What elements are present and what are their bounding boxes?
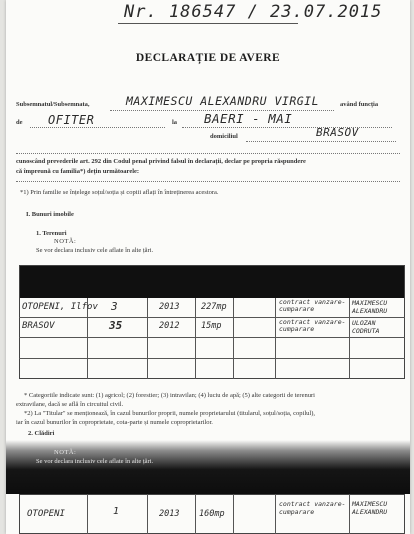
- buildings-table: [19, 494, 405, 534]
- position-dotline: [30, 127, 165, 128]
- nota-text-1: Se vor declara inclusiv cele aflate în alte țări.: [36, 247, 154, 254]
- land-row1-area: 227mp: [201, 302, 227, 312]
- registration-number: Nr. 186547 / 23.07.2015: [124, 2, 383, 22]
- categories-footnote-1: * Categoriile indicate sunt: (1) agricol; (2) forestier; (3) intravilan; (4) luciu de apă; (5) alte categorii de terenuri: [24, 392, 315, 399]
- nota-text-2: Se vor declara inclusiv cele aflate în alte țări.: [36, 458, 154, 465]
- declarant-domicile: BRASOV: [316, 126, 359, 139]
- land-table: [19, 265, 405, 379]
- domicile-dotline: [246, 141, 396, 142]
- label-de: de: [16, 119, 23, 126]
- intro-text-1: cunoscând prevederile art. 292 din Codul penal privind falsul în declarații, declar pe propria răspundere: [16, 158, 306, 165]
- land-row2-area: 15mp: [201, 321, 222, 331]
- intro-dotline: [16, 181, 400, 182]
- label-functia: având funcția: [340, 101, 379, 108]
- bld-row1-year: 2013: [159, 509, 180, 519]
- titular-footnote-1: *2) La "Titular" se menționează, în cazul bunurilor proprii, numele proprietarului (titularul, soțul/soția, copilul),: [24, 410, 315, 417]
- subsection-cladiri: 2. Clădiri: [28, 430, 55, 437]
- nota-label-1: NOTĂ:: [54, 238, 77, 245]
- label-domiciliul: domiciliul: [210, 133, 238, 140]
- titular-footnote-2: iar în cazul bunurilor în coproprietate, cota-parte și numele coproprietarilor.: [16, 419, 213, 426]
- land-row2-year: 2012: [159, 321, 180, 331]
- label-subsemnatul: Subsemnatul/Subsemnata,: [16, 101, 90, 108]
- registration-underline: [118, 23, 298, 24]
- declarant-name: MAXIMESCU ALEXANDRU VIRGIL: [126, 94, 320, 108]
- bld-row1-owner: MAXIMESCU ALEXANDRU: [352, 500, 388, 516]
- categories-footnote-2: extravilane, dacă se află în circuitul civil.: [16, 401, 124, 408]
- bld-row1-area: 160mp: [199, 509, 225, 519]
- separator-dotline: [16, 153, 400, 154]
- land-row1-category: 3: [111, 300, 118, 313]
- land-row2-owner: ULOZAN CODRUTA: [352, 319, 380, 335]
- label-la: la: [172, 119, 178, 126]
- land-row2-mode: contract vanzare-cumparare: [279, 318, 346, 333]
- page-title: DECLARAȚIE DE AVERE: [135, 52, 281, 64]
- land-row1-owner: MAXIMESCU ALEXANDRU: [352, 299, 388, 315]
- bld-row1-category: 1: [113, 506, 120, 517]
- nota-label-2: NOTĂ:: [54, 449, 77, 456]
- document-page: [6, 0, 410, 534]
- bld-row1-mode: contract vanzare-cumparare: [279, 500, 346, 516]
- family-footnote: *1) Prin familie se înțelege soțul/soția și copiii aflați în întreținerea acestora.: [20, 189, 219, 196]
- land-row1-address: OTOPENI, Ilfov: [22, 302, 98, 312]
- intro-text-2: că împreună cu familia*) dețin următoarele:: [16, 168, 140, 175]
- section-title-immovables: I. Bunuri imobile: [26, 211, 74, 218]
- bld-row1-address: OTOPENI: [27, 509, 65, 519]
- subsection-terenuri: 1. Terenuri: [36, 230, 67, 237]
- declarant-position: OFITER: [48, 113, 95, 127]
- land-row2-address: BRASOV: [22, 321, 55, 331]
- institution-dotline: [182, 127, 392, 128]
- land-row1-year: 2013: [159, 302, 180, 312]
- declarant-institution: BAERI - MAI: [204, 111, 293, 126]
- land-row1-mode: contract vanzare-cumparare: [279, 298, 346, 313]
- land-row2-category: 35: [109, 319, 123, 332]
